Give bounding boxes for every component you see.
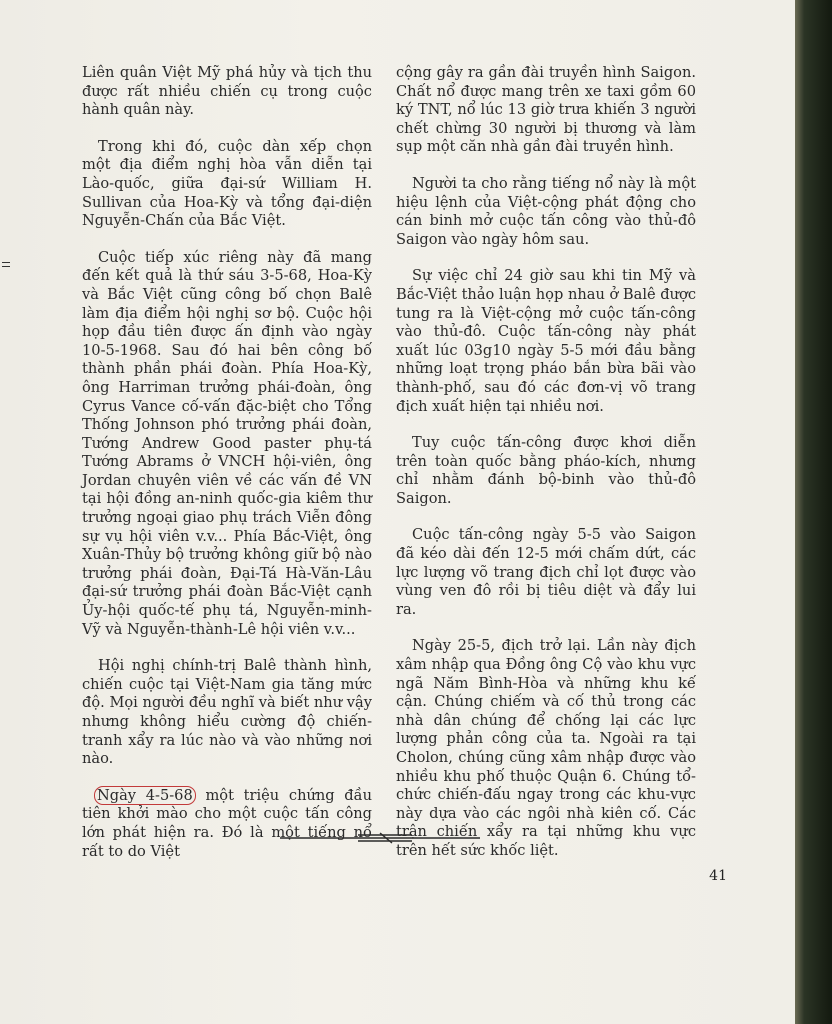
right-paragraph-1: cộng gây ra gần đài truyền hình Saigon. Chất nổ được mang trên xe taxi gồm 60 ký TNT, nổ lúc 13 giờ trưa khiến 3 người chết chừng 30 người bị thương và làm sụp một căn nhà gần đài truyền hình.	[396, 64, 696, 156]
left-paragraph-2: Trong khi đó, cuộc dàn xếp chọn một địa điểm nghị hòa vẫn diễn tại Lào-quốc, giữa đại-sứ William H. Sullivan của Hoa-Kỳ và tổng đại-diện Nguyễn-Chấn của Bắc Việt.	[82, 137, 372, 230]
page-number: 41	[709, 868, 727, 884]
left-paragraph-5	[82, 787, 372, 861]
left-paragraph-5-text: một triệu chứng đầu tiên khởi mào cho một cuộc tấn công lớn phát hiện ra. Đó là một tiếng nổ rất to do Việt	[82, 786, 372, 860]
right-paragraph-2: Người ta cho rằng tiếng nổ này là một hiệu lệnh của Việt-cộng phát động cho cán binh mở cuộc tấn công vào thủ-đô Saigon vào ngày hôm sau.	[396, 174, 696, 248]
left-paragraph-4: Hội nghị chính-trị Balê thành hình, chiến cuộc tại Việt-Nam gia tăng mức độ. Mọi người đều nghĩ và biết như vậy nhưng không hiểu cường độ chiến-tranh xẩy ra lúc nào và vào những nơi nào.	[82, 657, 372, 768]
section-divider-ornament	[280, 826, 480, 850]
left-paragraph-3: Cuộc tiếp xúc riêng này đã mang đến kết quả là thứ sáu 3-5-68, Hoa-Kỳ và Bắc Việt cũng công bố chọn Balê làm địa điểm hội nghị sơ bộ. Cuộc hội họp đầu tiên được ấn định vào ngày 10-5-1968. Sau đó hai bên công bố thành phần phái đoàn. Phía Hoa-Kỳ, ông Harriman trưởng phái-đoàn, ông Cyrus Vance cố-vấn đặc-biệt cho Tổng Thống Johnson phó trưởng phái đoàn, Tướng Andrew Good paster phụ-tá Tướng Abrams ở VNCH hội-viên, ông Jordan chuyên viên về các vấn đề VN tại hội đồng an-ninh quốc-gia kiêm thư trưởng ngoại giao phụ trách Viễn đông sự vụ hội viên v.v... Phía Bắc-Việt, ông Xuân-Thủy bộ trưởng không giữ bộ nào trưởng phái đoàn, Đại-Tá Hà-Văn-Lâu đại-sứ trưởng phái đoàn Bắc-Việt cạnh Ủy-hội quốc-tế phụ tá, Nguyễn-minh-Vỹ và Nguyễn-thành-Lê hội viên v.v...	[82, 248, 372, 638]
left-column	[82, 64, 372, 879]
right-paragraph-3: Sự việc chỉ 24 giờ sau khi tin Mỹ và Bắc-Việt thảo luận họp nhau ở Balê được tung ra là Việt-cộng mở cuộc tấn-công vào thủ-đô. Cuộc tấn-công này phát xuất lúc 03g10 ngày 5-5 mới đầu bằng những loạt trọng pháo bắn bừa bãi vào thành-phố, sau đó các đơn-vị võ trang địch xuất hiện tại nhiều nơi.	[396, 267, 696, 415]
book-spine	[795, 0, 832, 1024]
left-paragraph-1: Liên quân Việt Mỹ phá hủy và tịch thu được rất nhiều chiến cụ trong cuộc hành quân này.	[82, 64, 372, 119]
right-paragraph-5: Cuộc tấn-công ngày 5-5 vào Saigon đã kéo dài đến 12-5 mới chấm dứt, các lực lượng võ trang địch chỉ lọt được vào vùng ven đô rồi bị tiêu diệt và đẩy lui ra.	[396, 526, 696, 618]
right-paragraph-6: Ngày 25-5, địch trở lại. Lần này địch xâm nhập qua Đồng ông Cộ vào khu vực ngã Năm Bình-Hòa và những khu kế cận. Chúng chiếm và cố thủ trong các nhà dân chúng để chống lại các lực lượng phản công của ta. Ngoài ra tại Cholon, chúng cũng xâm nhập được vào nhiều khu phố thuộc Quận 6. Chúng tổ-chức chiến-đấu ngay trong các khu-vực này dựa vào các ngôi nhà kiên cố. Các trận chiến xẩy ra tại những khu vực trên hết sức khốc liệt.	[396, 637, 696, 859]
right-paragraph-4: Tuy cuộc tấn-công được khơi diễn trên toàn quốc bằng pháo-kích, nhưng chỉ nhằm đánh bộ-binh vào thủ-đô Saigon.	[396, 434, 696, 507]
highlighted-date: Ngày 4-5-68	[94, 786, 196, 805]
margin-mark	[2, 262, 10, 267]
right-column	[396, 64, 696, 879]
